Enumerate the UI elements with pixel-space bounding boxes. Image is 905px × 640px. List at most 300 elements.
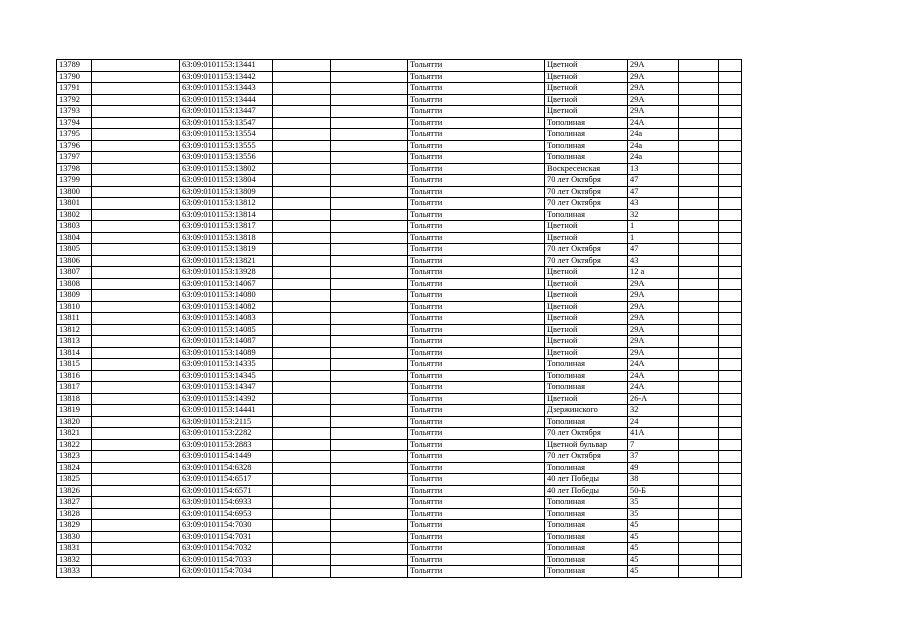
city-cell: Тольятти [408,313,545,325]
house-number-cell: 49 [628,462,679,474]
row-number-cell: 13799 [57,175,92,187]
city-cell: Тольятти [408,497,545,509]
empty-cell [719,267,742,279]
empty-cell [331,152,408,164]
empty-cell [92,543,180,555]
city-cell: Тольятти [408,198,545,210]
house-number-cell: 29А [628,336,679,348]
empty-cell [273,462,331,474]
row-number-cell: 13817 [57,382,92,394]
empty-cell [273,175,331,187]
empty-cell [331,129,408,141]
house-number-cell: 24А [628,370,679,382]
cadastral-number-cell: 63:09:0101153:13812 [180,198,273,210]
empty-cell [331,290,408,302]
empty-cell [92,232,180,244]
house-number-cell: 7 [628,439,679,451]
house-number-cell: 29А [628,290,679,302]
street-cell: Цветной [545,313,628,325]
cadastral-number-cell: 63:09:0101153:13818 [180,232,273,244]
house-number-cell: 41А [628,428,679,440]
table-row [57,531,742,543]
empty-cell [331,71,408,83]
street-cell: 70 лет Октября [545,198,628,210]
empty-cell [273,416,331,428]
empty-cell [679,439,719,451]
city-cell: Тольятти [408,140,545,152]
cadastral-number-cell: 63:09:0101154:7031 [180,531,273,543]
cadastral-number-cell: 63:09:0101154:7032 [180,543,273,555]
table-row [57,370,742,382]
empty-cell [331,221,408,233]
city-cell: Тольятти [408,474,545,486]
empty-cell [92,405,180,417]
empty-cell [679,83,719,95]
empty-cell [331,117,408,129]
empty-cell [92,83,180,95]
city-cell: Тольятти [408,520,545,532]
empty-cell [719,566,742,578]
empty-cell [92,186,180,198]
empty-cell [273,428,331,440]
empty-cell [719,232,742,244]
empty-cell [92,508,180,520]
empty-cell [273,221,331,233]
city-cell: Тольятти [408,83,545,95]
empty-cell [679,474,719,486]
city-cell: Тольятти [408,428,545,440]
house-number-cell: 1 [628,221,679,233]
empty-cell [331,232,408,244]
city-cell: Тольятти [408,359,545,371]
empty-cell [331,336,408,348]
table-row [57,163,742,175]
city-cell: Тольятти [408,278,545,290]
city-cell: Тольятти [408,186,545,198]
empty-cell [719,405,742,417]
row-number-cell: 13820 [57,416,92,428]
cadastral-number-cell: 63:09:0101153:14347 [180,382,273,394]
city-cell: Тольятти [408,439,545,451]
row-number-cell: 13818 [57,393,92,405]
empty-cell [331,393,408,405]
empty-cell [331,198,408,210]
empty-cell [331,60,408,72]
empty-cell [719,359,742,371]
empty-cell [273,290,331,302]
street-cell: Тополиная [545,462,628,474]
street-cell: 70 лет Октября [545,428,628,440]
table-row [57,140,742,152]
street-cell: Тополиная [545,359,628,371]
row-number-cell: 13809 [57,290,92,302]
house-number-cell: 29А [628,313,679,325]
row-number-cell: 13811 [57,313,92,325]
house-number-cell: 47 [628,186,679,198]
table-row [57,301,742,313]
row-number-cell: 13813 [57,336,92,348]
city-cell: Тольятти [408,393,545,405]
empty-cell [719,175,742,187]
empty-cell [92,497,180,509]
empty-cell [331,543,408,555]
city-cell: Тольятти [408,221,545,233]
empty-cell [92,347,180,359]
house-number-cell: 29А [628,301,679,313]
empty-cell [331,94,408,106]
empty-cell [679,140,719,152]
street-cell: 70 лет Октября [545,175,628,187]
row-number-cell: 13803 [57,221,92,233]
house-number-cell: 47 [628,244,679,256]
row-number-cell: 13798 [57,163,92,175]
empty-cell [331,313,408,325]
street-cell: Тополиная [545,129,628,141]
empty-cell [273,60,331,72]
house-number-cell: 24А [628,117,679,129]
street-cell: Тополиная [545,209,628,221]
empty-cell [92,71,180,83]
empty-cell [331,324,408,336]
row-number-cell: 13810 [57,301,92,313]
cadastral-number-cell: 63:09:0101153:13814 [180,209,273,221]
empty-cell [273,485,331,497]
empty-cell [273,186,331,198]
row-number-cell: 13821 [57,428,92,440]
cadastral-number-cell: 63:09:0101154:6933 [180,497,273,509]
table-row [57,485,742,497]
house-number-cell: 50-Б [628,485,679,497]
empty-cell [679,175,719,187]
street-cell: Цветной [545,221,628,233]
empty-cell [679,531,719,543]
table-row [57,382,742,394]
empty-cell [92,313,180,325]
empty-cell [331,106,408,118]
empty-cell [92,267,180,279]
table-row [57,543,742,555]
city-cell: Тольятти [408,416,545,428]
row-number-cell: 13824 [57,462,92,474]
empty-cell [719,428,742,440]
city-cell: Тольятти [408,152,545,164]
empty-cell [719,382,742,394]
row-number-cell: 13822 [57,439,92,451]
empty-cell [92,382,180,394]
street-cell: 40 лет Победы [545,474,628,486]
empty-cell [719,140,742,152]
empty-cell [719,474,742,486]
street-cell: Цветной бульвар [545,439,628,451]
empty-cell [679,485,719,497]
cadastral-number-cell: 63:09:0101153:14067 [180,278,273,290]
city-cell: Тольятти [408,370,545,382]
empty-cell [92,416,180,428]
cadastral-number-cell: 63:09:0101153:14345 [180,370,273,382]
row-number-cell: 13829 [57,520,92,532]
table-row [57,497,742,509]
empty-cell [92,393,180,405]
empty-cell [331,255,408,267]
empty-cell [719,290,742,302]
empty-cell [331,405,408,417]
house-number-cell: 29А [628,94,679,106]
city-cell: Тольятти [408,485,545,497]
row-number-cell: 13816 [57,370,92,382]
street-cell: Цветной [545,60,628,72]
table-row [57,198,742,210]
empty-cell [331,83,408,95]
cadastral-number-cell: 63:09:0101154:6953 [180,508,273,520]
empty-cell [331,485,408,497]
table-row [57,71,742,83]
empty-cell [92,175,180,187]
house-number-cell: 24а [628,129,679,141]
house-number-cell: 45 [628,543,679,555]
house-number-cell: 45 [628,566,679,578]
empty-cell [273,163,331,175]
empty-cell [679,451,719,463]
empty-cell [331,278,408,290]
empty-cell [719,198,742,210]
row-number-cell: 13807 [57,267,92,279]
empty-cell [92,359,180,371]
cadastral-number-cell: 63:09:0101153:14392 [180,393,273,405]
house-number-cell: 45 [628,554,679,566]
table-row [57,175,742,187]
empty-cell [679,508,719,520]
empty-cell [679,290,719,302]
empty-cell [92,566,180,578]
cadastral-number-cell: 63:09:0101153:2115 [180,416,273,428]
empty-cell [719,520,742,532]
empty-cell [273,301,331,313]
empty-cell [273,209,331,221]
street-cell: Цветной [545,83,628,95]
row-number-cell: 13802 [57,209,92,221]
cadastral-number-cell: 63:09:0101154:7034 [180,566,273,578]
table-row [57,566,742,578]
empty-cell [719,554,742,566]
row-number-cell: 13833 [57,566,92,578]
cadastral-number-cell: 63:09:0101153:13928 [180,267,273,279]
empty-cell [92,554,180,566]
empty-cell [273,324,331,336]
street-cell: Цветной [545,106,628,118]
empty-cell [679,370,719,382]
empty-cell [331,186,408,198]
empty-cell [331,209,408,221]
empty-cell [679,428,719,440]
street-cell: Тополиная [545,497,628,509]
city-cell: Тольятти [408,531,545,543]
city-cell: Тольятти [408,117,545,129]
house-number-cell: 24А [628,382,679,394]
street-cell: Тополиная [545,382,628,394]
empty-cell [273,474,331,486]
street-cell: 70 лет Октября [545,186,628,198]
empty-cell [331,267,408,279]
cadastral-number-cell: 63:09:0101154:7030 [180,520,273,532]
empty-cell [331,508,408,520]
empty-cell [273,393,331,405]
house-number-cell: 32 [628,405,679,417]
table-row [57,451,742,463]
empty-cell [719,393,742,405]
house-number-cell: 24А [628,359,679,371]
cadastral-number-cell: 63:09:0101153:14335 [180,359,273,371]
house-number-cell: 43 [628,198,679,210]
empty-cell [679,278,719,290]
empty-cell [719,117,742,129]
empty-cell [92,94,180,106]
street-cell: Тополиная [545,531,628,543]
row-number-cell: 13823 [57,451,92,463]
cadastral-number-cell: 63:09:0101153:13802 [180,163,273,175]
empty-cell [92,209,180,221]
row-number-cell: 13795 [57,129,92,141]
street-cell: Цветной [545,324,628,336]
empty-cell [273,347,331,359]
cadastral-number-cell: 63:09:0101154:6517 [180,474,273,486]
city-cell: Тольятти [408,405,545,417]
empty-cell [331,474,408,486]
house-number-cell: 29А [628,324,679,336]
empty-cell [273,554,331,566]
house-number-cell: 35 [628,497,679,509]
empty-cell [92,198,180,210]
city-cell: Тольятти [408,244,545,256]
empty-cell [719,462,742,474]
empty-cell [331,382,408,394]
city-cell: Тольятти [408,554,545,566]
cadastral-number-cell: 63:09:0101153:14441 [180,405,273,417]
house-number-cell: 13 [628,163,679,175]
house-number-cell: 24а [628,140,679,152]
row-number-cell: 13796 [57,140,92,152]
empty-cell [331,359,408,371]
empty-cell [92,278,180,290]
empty-cell [92,290,180,302]
house-number-cell: 47 [628,175,679,187]
street-cell: Тополиная [545,543,628,555]
table-row [57,60,742,72]
empty-cell [273,255,331,267]
empty-cell [273,140,331,152]
table-row [57,221,742,233]
row-number-cell: 13831 [57,543,92,555]
table-row [57,106,742,118]
row-number-cell: 13805 [57,244,92,256]
cadastral-number-cell: 63:09:0101153:13556 [180,152,273,164]
empty-cell [92,324,180,336]
house-number-cell: 12 а [628,267,679,279]
empty-cell [92,531,180,543]
table-row [57,117,742,129]
empty-cell [331,520,408,532]
property-register-table [56,59,742,578]
empty-cell [719,416,742,428]
empty-cell [92,244,180,256]
empty-cell [679,106,719,118]
house-number-cell: 35 [628,508,679,520]
city-cell: Тольятти [408,255,545,267]
table-row [57,416,742,428]
table-row [57,428,742,440]
empty-cell [273,129,331,141]
city-cell: Тольятти [408,129,545,141]
empty-cell [679,255,719,267]
house-number-cell: 32 [628,209,679,221]
cadastral-number-cell: 63:09:0101153:14089 [180,347,273,359]
row-number-cell: 13819 [57,405,92,417]
table-row [57,83,742,95]
empty-cell [331,497,408,509]
empty-cell [679,393,719,405]
empty-cell [273,94,331,106]
house-number-cell: 45 [628,531,679,543]
empty-cell [719,508,742,520]
empty-cell [679,198,719,210]
empty-cell [92,462,180,474]
house-number-cell: 1 [628,232,679,244]
empty-cell [273,336,331,348]
street-cell: Цветной [545,71,628,83]
empty-cell [92,451,180,463]
empty-cell [331,451,408,463]
empty-cell [719,336,742,348]
empty-cell [679,221,719,233]
empty-cell [679,566,719,578]
empty-cell [679,301,719,313]
table-row [57,393,742,405]
cadastral-number-cell: 63:09:0101153:13555 [180,140,273,152]
house-number-cell: 24а [628,152,679,164]
empty-cell [679,186,719,198]
empty-cell [92,336,180,348]
row-number-cell: 13806 [57,255,92,267]
cadastral-number-cell: 63:09:0101153:14083 [180,313,273,325]
empty-cell [331,175,408,187]
empty-cell [719,497,742,509]
city-cell: Тольятти [408,290,545,302]
empty-cell [92,163,180,175]
cadastral-number-cell: 63:09:0101153:13809 [180,186,273,198]
empty-cell [331,140,408,152]
empty-cell [92,140,180,152]
empty-cell [273,520,331,532]
street-cell: 70 лет Октября [545,244,628,256]
city-cell: Тольятти [408,267,545,279]
house-number-cell: 29А [628,71,679,83]
street-cell: Цветной [545,232,628,244]
empty-cell [331,439,408,451]
row-number-cell: 13797 [57,152,92,164]
row-number-cell: 13800 [57,186,92,198]
cadastral-number-cell: 63:09:0101154:6571 [180,485,273,497]
table-row [57,347,742,359]
empty-cell [679,520,719,532]
table-row [57,244,742,256]
city-cell: Тольятти [408,232,545,244]
empty-cell [679,416,719,428]
empty-cell [273,117,331,129]
empty-cell [679,313,719,325]
row-number-cell: 13792 [57,94,92,106]
empty-cell [273,566,331,578]
empty-cell [273,497,331,509]
empty-cell [92,474,180,486]
